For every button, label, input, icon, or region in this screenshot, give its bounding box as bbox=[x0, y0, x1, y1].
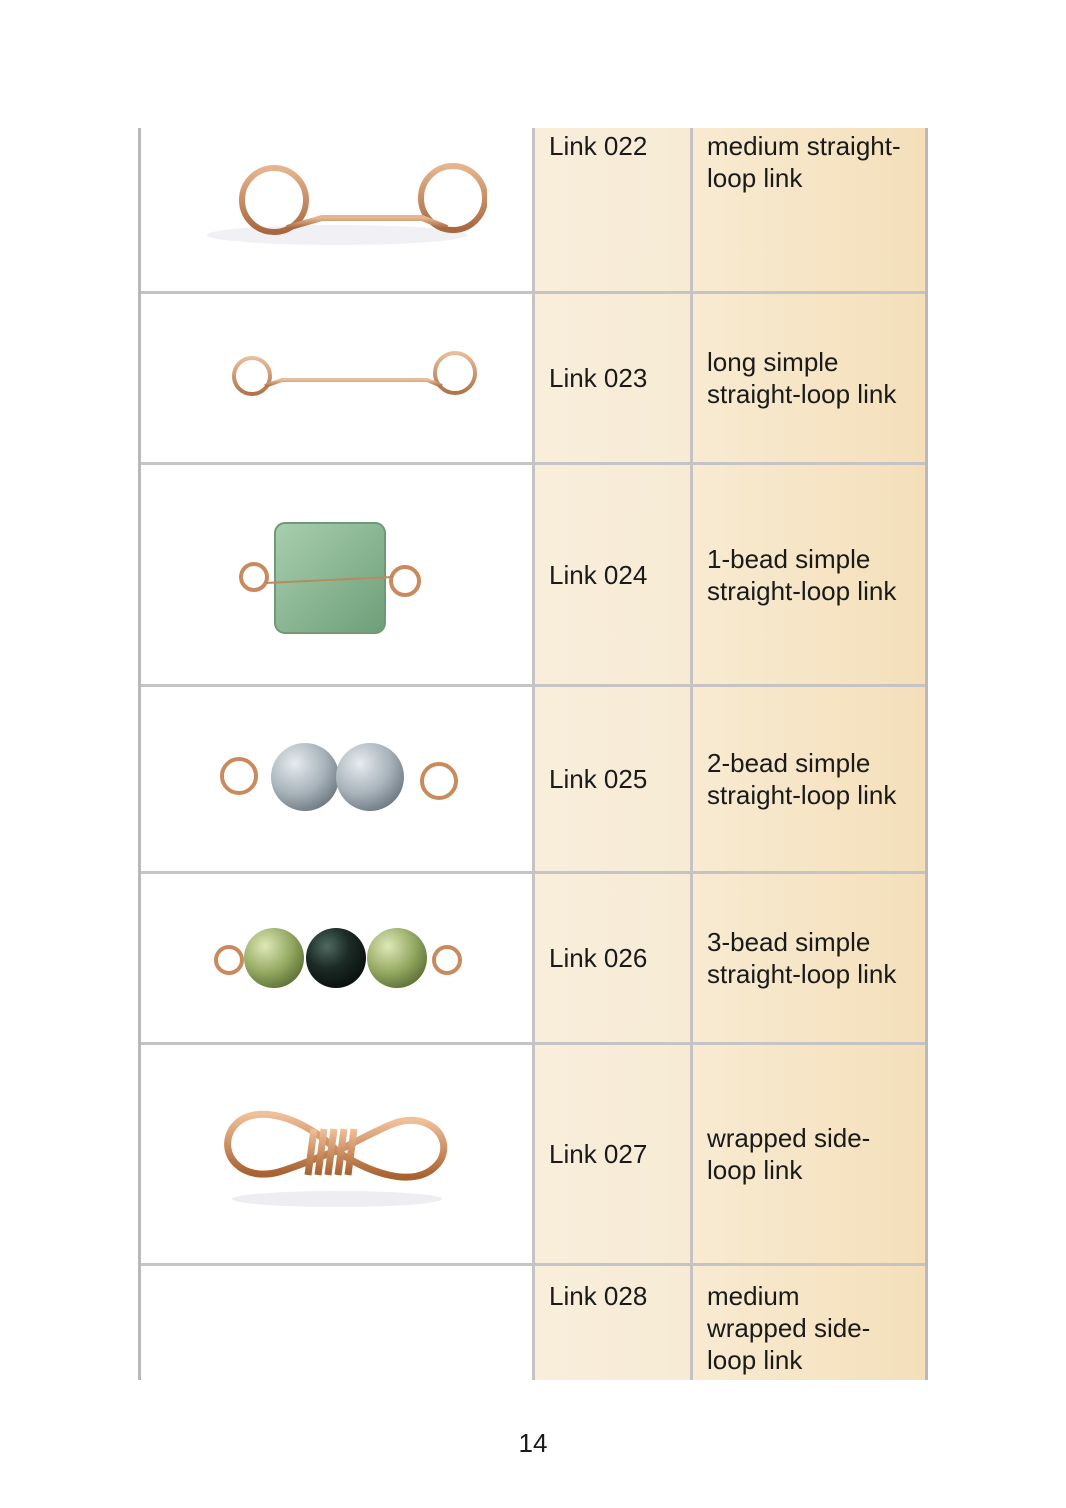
link-description bbox=[693, 1266, 925, 1380]
two-bead-link-icon bbox=[207, 724, 467, 834]
link-name: Link 028 bbox=[535, 1266, 693, 1380]
link-name: Link 024 bbox=[535, 465, 693, 684]
table-row bbox=[141, 1266, 925, 1380]
table-row bbox=[141, 465, 925, 687]
image-cell bbox=[141, 1266, 535, 1380]
table-row bbox=[141, 294, 925, 465]
link-description bbox=[693, 465, 925, 684]
long-simple-straight-loop-link-icon bbox=[187, 328, 487, 428]
table-row bbox=[141, 874, 925, 1045]
image-cell bbox=[141, 128, 535, 291]
three-bead-link-icon bbox=[207, 908, 467, 1008]
link-name: Link 022 bbox=[535, 128, 693, 291]
table-row bbox=[141, 128, 925, 294]
link-description bbox=[693, 874, 925, 1042]
medium-straight-loop-link-icon bbox=[187, 140, 487, 280]
link-description bbox=[693, 128, 925, 291]
link-description bbox=[693, 687, 925, 871]
image-cell bbox=[141, 465, 535, 684]
link-description-text: wrapped side- loop link bbox=[707, 1123, 871, 1185]
link-description-text: 3-bead simple straight-loop link bbox=[707, 927, 897, 989]
wrapped-side-loop-link-icon bbox=[212, 1089, 462, 1219]
link-description-text: 2-bead simple straight-loop link bbox=[707, 748, 897, 810]
link-description-text: medium straight- loop link bbox=[707, 131, 901, 193]
link-name: Link 025 bbox=[535, 687, 693, 871]
image-cell bbox=[141, 1045, 535, 1263]
page-number: 14 bbox=[518, 1428, 548, 1458]
link-description-text: 1-bead simple straight-loop link bbox=[707, 543, 897, 606]
table-row bbox=[141, 687, 925, 874]
link-description bbox=[693, 294, 925, 462]
link-description bbox=[693, 1045, 925, 1263]
link-name: Link 023 bbox=[535, 294, 693, 462]
image-cell bbox=[141, 874, 535, 1042]
table-row bbox=[141, 1045, 925, 1266]
image-cell bbox=[141, 294, 535, 462]
image-cell bbox=[141, 687, 535, 871]
link-name: Link 027 bbox=[535, 1045, 693, 1263]
link-description-text: long simple straight-loop link bbox=[707, 347, 897, 409]
link-name: Link 026 bbox=[535, 874, 693, 1042]
link-catalog-table bbox=[138, 128, 928, 1380]
link-description-text: medium wrapped side- loop link bbox=[707, 1281, 871, 1375]
one-bead-link-icon bbox=[227, 505, 447, 645]
